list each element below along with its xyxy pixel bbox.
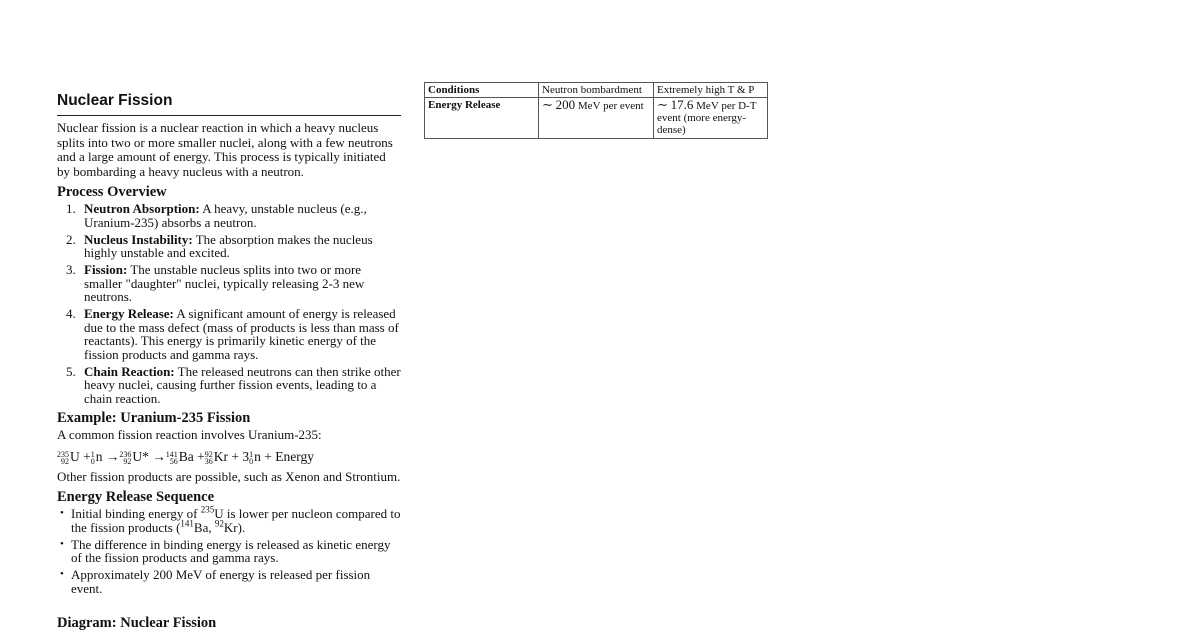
table-cell: Extremely high T & P <box>654 83 768 98</box>
table-row <box>425 98 768 139</box>
fission-article <box>57 92 401 599</box>
list-item: • Approximately 200 MeV of energy is released per fission event. <box>60 567 371 596</box>
process-heading: Process Overview <box>57 184 167 200</box>
table-cell: Conditions <box>425 83 539 98</box>
page-title: Nuclear Fission <box>57 92 401 116</box>
sequence-heading: Energy Release Sequence <box>57 489 215 505</box>
list-item: 1. Neutron Absorption: A heavy, unstable nucleus (e.g., Uranium-235) absorbs a neutron. <box>66 201 367 230</box>
list-item: 4. Energy Release: A significant amount of energy is released due to the mass defect (mass of products is less than mass of reactants). This energy is primarily kinetic energy of the fission products and gamma rays. <box>66 306 399 362</box>
list-item: 5. Chain Reaction: The released neutrons can then strike other heavy nuclei, causing further fission events, leading to a chain reaction. <box>66 363 401 406</box>
table-cell: ∼ 200 MeV per event <box>539 98 654 139</box>
table-row <box>425 83 768 98</box>
list-item: • Initial binding energy of $^{235}$U is lower per nucleon compared to the fission products ($^{141}$Ba, $^{92}$Kr). <box>60 504 401 535</box>
table-cell: Energy Release <box>425 98 539 139</box>
sequence-list <box>57 504 401 596</box>
list-item: • The difference in binding energy is released as kinetic energy of the fission products and gamma rays. <box>60 536 391 565</box>
diagram-heading: Diagram: Nuclear Fission <box>57 615 217 631</box>
example-note: Other fission products are possible, such as Xenon and Strontium. <box>57 468 401 484</box>
table-cell: Neutron bombardment <box>539 83 654 98</box>
intro-paragraph: Nuclear fission is a nuclear reaction in which a heavy nucleus splits into two or more smaller nuclei, along with a few neutrons and a large amount of energy. This process is typically initiated by bombarding a heavy nucleus with a neutron. <box>57 120 393 179</box>
process-steps <box>57 202 401 405</box>
list-item: 2. Nucleus Instability: The absorption makes the nucleus highly unstable and excited. <box>66 231 373 260</box>
example-lead: A common fission reaction involves Uranium-235: <box>57 427 322 442</box>
table-cell: ∼ 17.6 MeV per D-T event (more energy-dense) <box>654 98 768 139</box>
fission-equation: 235 92 U + 1 0 n → 236 92 U* → 141 56 Ba + 92 36 Kr + 3 1 0 n + Energy <box>57 448 314 466</box>
comparison-table <box>424 82 768 139</box>
list-item: 3. Fission: The unstable nucleus splits into two or more smaller "daughter" nuclei, typically releasing 2-3 new neutrons. <box>66 262 365 304</box>
example-heading: Example: Uranium-235 Fission <box>57 410 251 426</box>
